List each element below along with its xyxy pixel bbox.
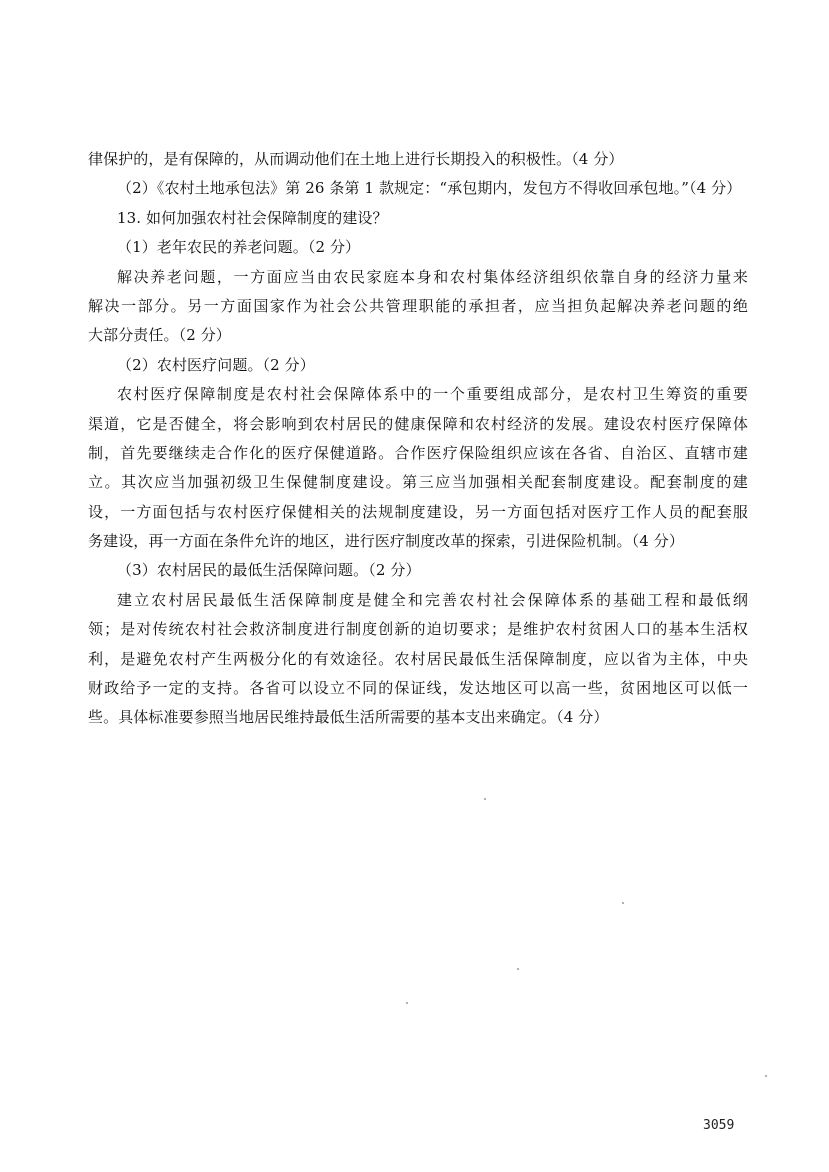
paragraph-line: 设，一方面包括与农村医疗保健相关的法规制度建设，另一方面包括对医疗工作人员的配套服 (88, 502, 748, 521)
question-heading: 13. 如何加强农村社会保障制度的建设？ (117, 208, 388, 227)
paragraph-line: 渠道，它是否健全，将会影响到农村居民的健康保障和农村经济的发展。建设农村医疗保障体 (88, 414, 748, 433)
paragraph-line: 务建设，再一方面在条件允许的地区，进行医疗制度改革的探索，引进保险机制。（4 分） (88, 532, 684, 551)
page-number: 3059 (703, 1118, 735, 1133)
paragraph-line: 解决养老问题，一方面应当由农民家庭本身和农村集体经济组织依靠自身的经济力量来 (117, 267, 748, 286)
paragraph-line: 立。其次应当加强初级卫生保健制度建设。第三应当加强相关配套制度建设。配套制度的建 (88, 473, 748, 492)
text-line-legal-citation: （2）《农村土地承包法》第 26 条第 1 款规定：“承包期内，发包方不得收回承包地。”（4 分） (117, 179, 742, 198)
paragraph-line: 财政给予一定的支持。各省可以设立不同的保证线，发达地区可以高一些，贫困地区可以低一 (88, 679, 748, 698)
subheading-minimum-living: （3）农村居民的最低生活保障问题。（2 分） (117, 561, 421, 580)
scan-speck (484, 798, 486, 800)
paragraph-line: 领；是对传统农村社会救济制度进行制度创新的迫切要求；是维护农村贫困人口的基本生活权 (88, 620, 748, 639)
paragraph-line: 解决一部分。另一方面国家作为社会公共管理职能的承担者，应当担负起解决养老问题的绝 (88, 296, 748, 315)
paragraph-line: 利，是避免农村产生两极分化的有效途径。农村居民最低生活保障制度，应以省为主体，中央 (88, 649, 748, 668)
paragraph-line: 农村医疗保障制度是农村社会保障体系中的一个重要组成部分，是农村卫生筹资的重要 (117, 385, 748, 404)
paragraph-line: 建立农村居民最低生活保障制度是健全和完善农村社会保障体系的基础工程和最低纲 (117, 590, 748, 609)
scan-speck (406, 1002, 408, 1004)
text-line-continuation: 律保护的，是有保障的，从而调动他们在土地上进行长期投入的积极性。（4 分） (88, 150, 624, 168)
subheading-rural-medical: （2）农村医疗问题。（2 分） (117, 355, 315, 374)
subheading-elderly-pension: （1）老年农民的养老问题。（2 分） (117, 238, 361, 257)
scan-speck (765, 1075, 767, 1077)
paragraph-line: 大部分责任。（2 分） (88, 326, 231, 345)
scan-speck (517, 968, 519, 970)
scan-speck (622, 902, 624, 904)
paragraph-line: 制，首先要继续走合作化的医疗保健道路。合作医疗保险组织应该在各省、自治区、直辖市建 (88, 443, 748, 462)
document-body (88, 145, 748, 733)
paragraph-line: 些。具体标准要参照当地居民维持最低生活所需要的基本支出来确定。（4 分） (88, 708, 609, 727)
